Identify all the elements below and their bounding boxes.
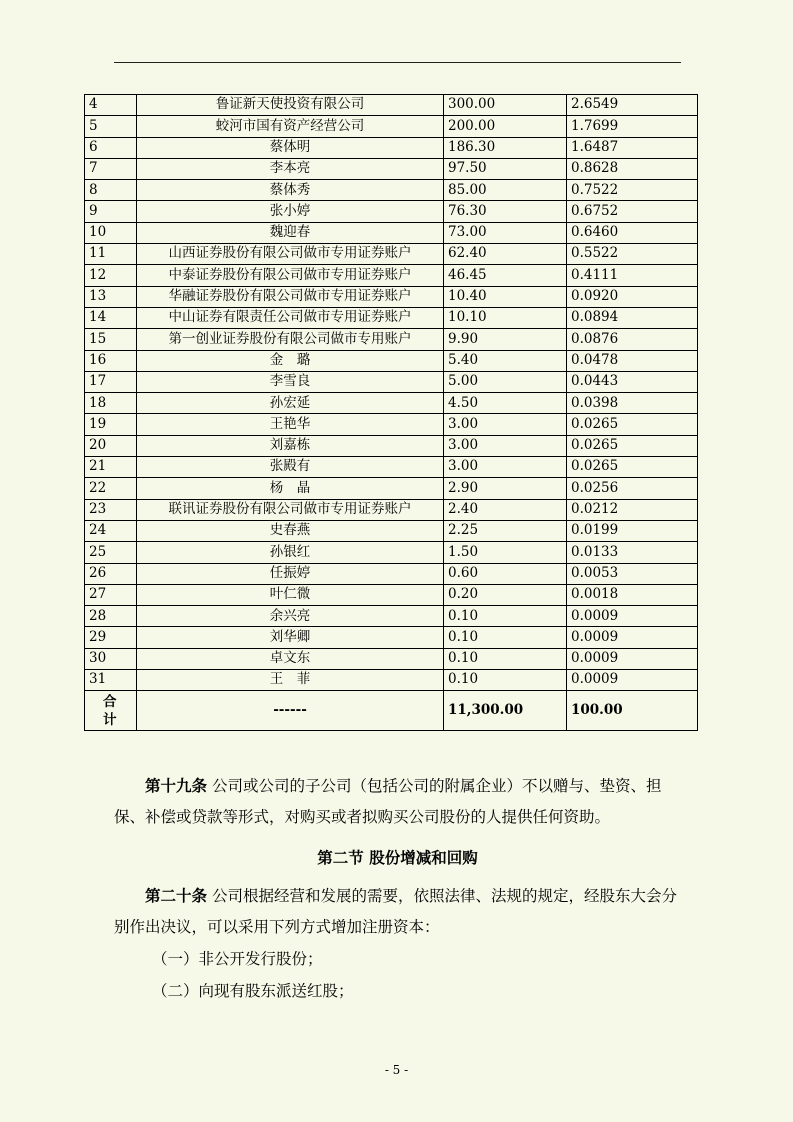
row-number: 25 xyxy=(85,542,137,563)
share-percentage: 0.0894 xyxy=(567,307,698,328)
shareholder-name: 魏迎春 xyxy=(137,222,444,243)
share-percentage: 0.0018 xyxy=(567,584,698,605)
row-number: 11 xyxy=(85,244,137,265)
article-19 xyxy=(114,770,681,833)
article-20 xyxy=(114,880,681,943)
share-percentage: 0.6752 xyxy=(567,201,698,222)
row-number: 23 xyxy=(85,499,137,520)
shareholder-name: 张殿有 xyxy=(137,457,444,478)
shareholder-name: 金 璐 xyxy=(137,350,444,371)
shareholder-name: 杨 晶 xyxy=(137,478,444,499)
table-row xyxy=(85,648,698,669)
shareholder-name: 王艳华 xyxy=(137,414,444,435)
total-percentage: 100.00 xyxy=(567,691,698,731)
table-row xyxy=(85,371,698,392)
table-row xyxy=(85,414,698,435)
share-percentage: 0.0876 xyxy=(567,329,698,350)
share-quantity: 0.60 xyxy=(444,563,567,584)
share-quantity: 1.50 xyxy=(444,542,567,563)
shareholder-table xyxy=(84,94,698,731)
share-percentage: 1.7699 xyxy=(567,116,698,137)
total-label xyxy=(85,691,137,731)
share-quantity: 0.10 xyxy=(444,627,567,648)
shareholder-name: 蛟河市国有资产经营公司 xyxy=(137,116,444,137)
share-percentage: 0.0009 xyxy=(567,606,698,627)
table-row xyxy=(85,520,698,541)
share-percentage: 0.0009 xyxy=(567,627,698,648)
shareholder-name: 张小婷 xyxy=(137,201,444,222)
total-label-line1: 合 xyxy=(103,693,117,710)
share-quantity: 62.40 xyxy=(444,244,567,265)
shareholder-name: 华融证券股份有限公司做市专用证券账户 xyxy=(137,286,444,307)
shareholder-name: 任振婷 xyxy=(137,563,444,584)
table-row xyxy=(85,222,698,243)
total-row xyxy=(85,691,698,731)
table-row xyxy=(85,435,698,456)
table-row xyxy=(85,95,698,116)
share-quantity: 9.90 xyxy=(444,329,567,350)
share-quantity: 4.50 xyxy=(444,393,567,414)
share-percentage: 0.0053 xyxy=(567,563,698,584)
table-row xyxy=(85,670,698,691)
share-percentage: 0.0133 xyxy=(567,542,698,563)
row-number: 24 xyxy=(85,520,137,541)
row-number: 10 xyxy=(85,222,137,243)
shareholder-name: 刘嘉栋 xyxy=(137,435,444,456)
share-percentage: 0.0443 xyxy=(567,371,698,392)
share-quantity: 10.10 xyxy=(444,307,567,328)
share-quantity: 2.90 xyxy=(444,478,567,499)
table-row xyxy=(85,563,698,584)
row-number: 13 xyxy=(85,286,137,307)
article-20-item-2: （二）向现有股东派送红股； xyxy=(152,982,354,1000)
article-20-item-1: （一）非公开发行股份； xyxy=(152,950,323,968)
share-quantity: 186.30 xyxy=(444,137,567,158)
shareholder-name: 中山证券有限责任公司做市专用证券账户 xyxy=(137,307,444,328)
share-percentage: 0.0265 xyxy=(567,457,698,478)
row-number: 7 xyxy=(85,158,137,179)
shareholder-table-body xyxy=(85,95,698,731)
section-title: 第二节 股份增减和回购 xyxy=(317,848,478,867)
shareholder-name: 联讯证券股份有限公司做市专用证券账户 xyxy=(137,499,444,520)
row-number: 31 xyxy=(85,670,137,691)
row-number: 19 xyxy=(85,414,137,435)
row-number: 12 xyxy=(85,265,137,286)
share-percentage: 0.0478 xyxy=(567,350,698,371)
article-20-title: 第二十条 xyxy=(145,886,208,905)
share-quantity: 5.00 xyxy=(444,371,567,392)
share-percentage: 0.0265 xyxy=(567,435,698,456)
row-number: 28 xyxy=(85,606,137,627)
row-number: 17 xyxy=(85,371,137,392)
share-percentage: 0.4111 xyxy=(567,265,698,286)
share-quantity: 2.25 xyxy=(444,520,567,541)
share-percentage: 2.6549 xyxy=(567,95,698,116)
row-number: 27 xyxy=(85,584,137,605)
share-percentage: 0.0212 xyxy=(567,499,698,520)
table-row xyxy=(85,350,698,371)
row-number: 15 xyxy=(85,329,137,350)
total-label-line2: 计 xyxy=(103,711,117,728)
row-number: 8 xyxy=(85,180,137,201)
article-19-text: 公司或公司的子公司（包括公司的附属企业）不以赠与、垫资、担保、补偿或贷款等形式，对购买或者拟购买公司股份的人提供任何资助。 xyxy=(114,777,662,826)
shareholder-name: 王 菲 xyxy=(137,670,444,691)
row-number: 21 xyxy=(85,457,137,478)
row-number: 30 xyxy=(85,648,137,669)
row-number: 9 xyxy=(85,201,137,222)
table-row xyxy=(85,244,698,265)
share-quantity: 0.10 xyxy=(444,670,567,691)
table-row xyxy=(85,627,698,648)
shareholder-name: 孙宏延 xyxy=(137,393,444,414)
table-row xyxy=(85,201,698,222)
share-percentage: 0.0009 xyxy=(567,670,698,691)
row-number: 14 xyxy=(85,307,137,328)
share-quantity: 0.10 xyxy=(444,606,567,627)
shareholder-name: 第一创业证券股份有限公司做市专用账户 xyxy=(137,329,444,350)
row-number: 18 xyxy=(85,393,137,414)
table-row xyxy=(85,137,698,158)
shareholder-name: 山西证券股份有限公司做市专用证券账户 xyxy=(137,244,444,265)
table-row xyxy=(85,158,698,179)
article-20-text: 公司根据经营和发展的需要，依照法律、法规的规定，经股东大会分别作出决议，可以采用下列方式增加注册资本： xyxy=(114,887,677,936)
shareholder-name: 蔡体秀 xyxy=(137,180,444,201)
share-percentage: 0.0256 xyxy=(567,478,698,499)
total-name: ------ xyxy=(137,691,444,731)
table-row xyxy=(85,116,698,137)
table-row xyxy=(85,499,698,520)
table-row xyxy=(85,542,698,563)
share-percentage: 0.0398 xyxy=(567,393,698,414)
share-quantity: 0.20 xyxy=(444,584,567,605)
shareholder-name: 鲁证新天使投资有限公司 xyxy=(137,95,444,116)
header-rule xyxy=(114,62,681,63)
shareholder-name: 刘华卿 xyxy=(137,627,444,648)
table-row xyxy=(85,606,698,627)
share-quantity: 76.30 xyxy=(444,201,567,222)
page-number: - 5 - xyxy=(384,1063,409,1077)
share-quantity: 73.00 xyxy=(444,222,567,243)
article-19-title: 第十九条 xyxy=(145,776,208,795)
shareholder-name: 李本亮 xyxy=(137,158,444,179)
share-percentage: 0.6460 xyxy=(567,222,698,243)
shareholder-name: 孙银红 xyxy=(137,542,444,563)
share-quantity: 300.00 xyxy=(444,95,567,116)
share-quantity: 0.10 xyxy=(444,648,567,669)
row-number: 26 xyxy=(85,563,137,584)
table-row xyxy=(85,180,698,201)
share-percentage: 0.7522 xyxy=(567,180,698,201)
table-row xyxy=(85,457,698,478)
share-percentage: 0.8628 xyxy=(567,158,698,179)
row-number: 29 xyxy=(85,627,137,648)
shareholder-name: 卓文东 xyxy=(137,648,444,669)
share-quantity: 200.00 xyxy=(444,116,567,137)
table-row xyxy=(85,307,698,328)
share-percentage: 0.5522 xyxy=(567,244,698,265)
row-number: 6 xyxy=(85,137,137,158)
row-number: 20 xyxy=(85,435,137,456)
share-quantity: 10.40 xyxy=(444,286,567,307)
row-number: 4 xyxy=(85,95,137,116)
row-number: 22 xyxy=(85,478,137,499)
share-percentage: 0.0199 xyxy=(567,520,698,541)
share-quantity: 3.00 xyxy=(444,435,567,456)
shareholder-name: 蔡体明 xyxy=(137,137,444,158)
share-quantity: 85.00 xyxy=(444,180,567,201)
share-percentage: 0.0920 xyxy=(567,286,698,307)
table-row xyxy=(85,286,698,307)
table-row xyxy=(85,393,698,414)
total-quantity: 11,300.00 xyxy=(444,691,567,731)
row-number: 5 xyxy=(85,116,137,137)
table-row xyxy=(85,265,698,286)
share-quantity: 97.50 xyxy=(444,158,567,179)
shareholder-name: 史春燕 xyxy=(137,520,444,541)
shareholder-name: 余兴亮 xyxy=(137,606,444,627)
share-quantity: 3.00 xyxy=(444,414,567,435)
share-percentage: 0.0009 xyxy=(567,648,698,669)
shareholder-name: 叶仁微 xyxy=(137,584,444,605)
share-percentage: 0.0265 xyxy=(567,414,698,435)
share-quantity: 46.45 xyxy=(444,265,567,286)
share-percentage: 1.6487 xyxy=(567,137,698,158)
table-row xyxy=(85,329,698,350)
share-quantity: 5.40 xyxy=(444,350,567,371)
shareholder-name: 中泰证券股份有限公司做市专用证券账户 xyxy=(137,265,444,286)
share-quantity: 2.40 xyxy=(444,499,567,520)
shareholder-name: 李雪良 xyxy=(137,371,444,392)
table-row xyxy=(85,478,698,499)
share-quantity: 3.00 xyxy=(444,457,567,478)
row-number: 16 xyxy=(85,350,137,371)
table-row xyxy=(85,584,698,605)
